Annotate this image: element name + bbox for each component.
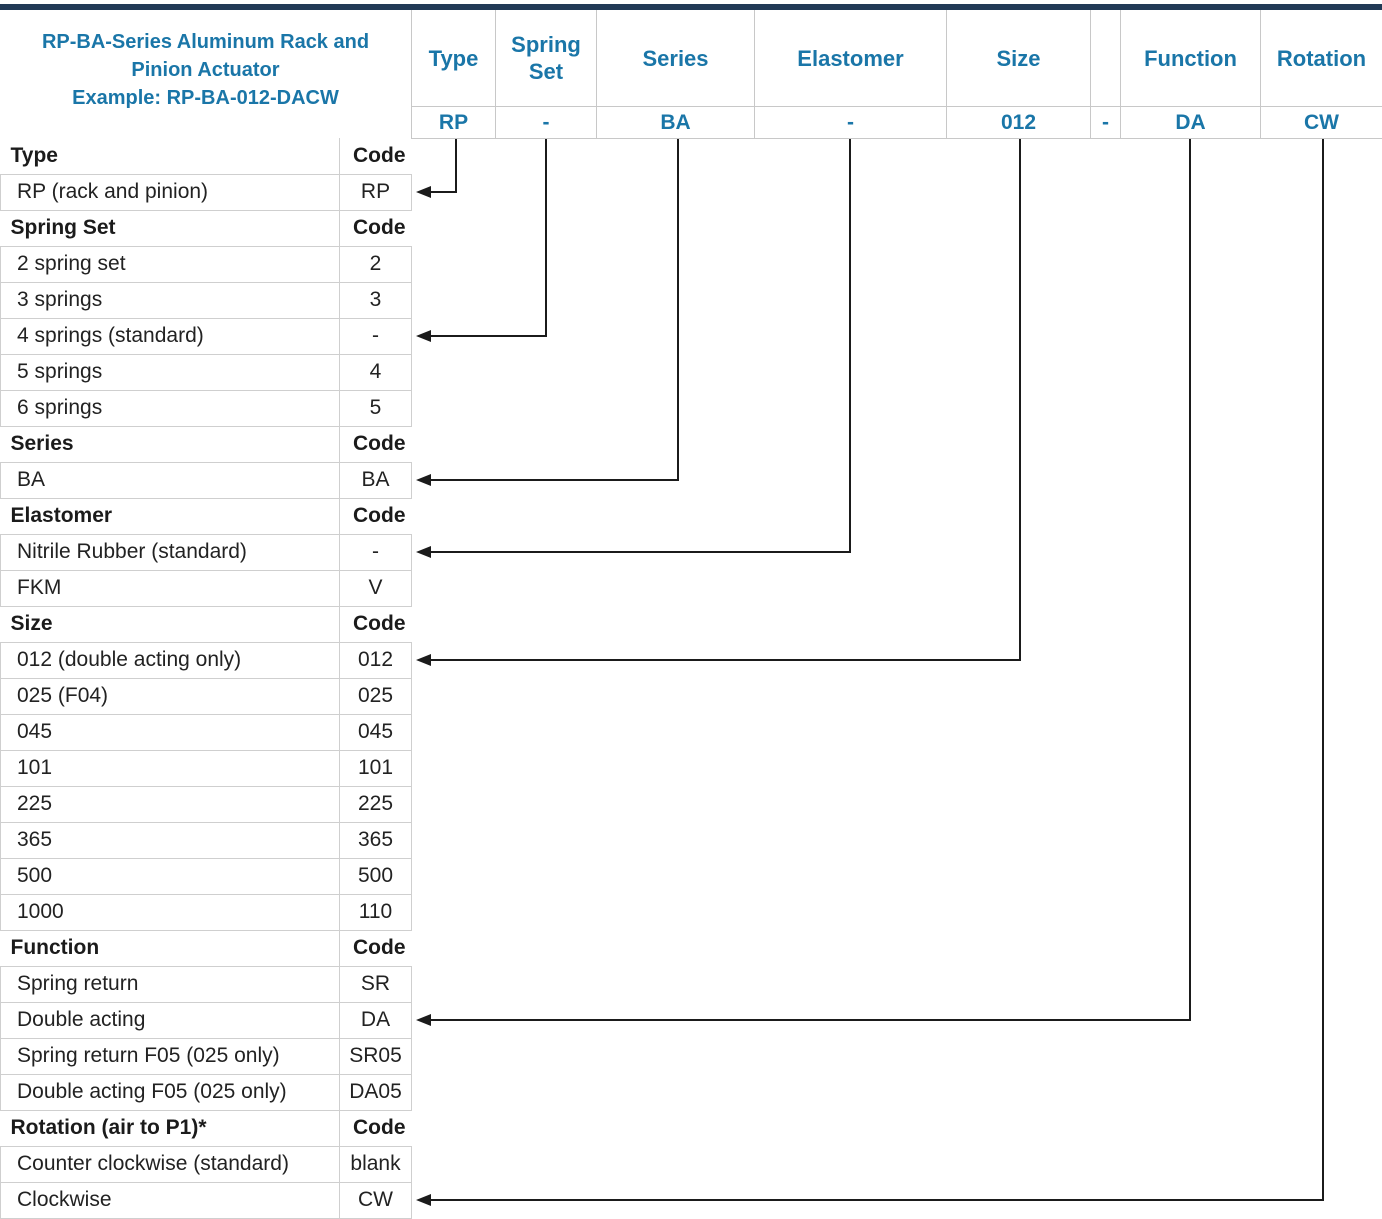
col-header-series: Series xyxy=(642,45,709,71)
arrowhead-icon xyxy=(416,654,431,666)
section-code-heading: Code xyxy=(340,138,412,174)
option-code: 225 xyxy=(340,786,412,822)
col-header-type: Type xyxy=(428,45,479,71)
arrowhead-icon xyxy=(416,546,431,558)
connector-line xyxy=(428,139,546,336)
col-header-rotation: Rotation xyxy=(1276,45,1367,71)
col-code-size: 012 xyxy=(1000,110,1037,134)
title-line-1: RP-BA-Series Aluminum Rack and xyxy=(41,31,370,53)
option-code: - xyxy=(340,318,412,354)
option-code: - xyxy=(340,534,412,570)
col-code-elastomer: - xyxy=(847,110,854,134)
col-header-function: Function xyxy=(1144,45,1237,71)
option-label: 225 xyxy=(1,786,340,822)
option-label: Double acting F05 (025 only) xyxy=(1,1074,340,1110)
option-code: 2 xyxy=(340,246,412,282)
section-label: Type xyxy=(1,138,340,174)
connector-line xyxy=(428,139,850,552)
option-label: Nitrile Rubber (standard) xyxy=(1,534,340,570)
option-code: 4 xyxy=(340,354,412,390)
section-code-heading: Code xyxy=(340,930,412,966)
arrowhead-icon xyxy=(416,186,431,198)
section-code-heading: Code xyxy=(340,498,412,534)
option-code: CW xyxy=(340,1182,412,1218)
option-code: SR xyxy=(340,966,412,1002)
option-code: V xyxy=(340,570,412,606)
section-code-heading: Code xyxy=(340,426,412,462)
option-label: 101 xyxy=(1,750,340,786)
option-label: 045 xyxy=(1,714,340,750)
arrowhead-icon xyxy=(416,474,431,486)
col-code-series: BA xyxy=(660,110,691,134)
section-label: Rotation (air to P1)* xyxy=(1,1110,340,1146)
option-label: 3 springs xyxy=(1,282,340,318)
option-code: 101 xyxy=(340,750,412,786)
col-code-separator: - xyxy=(1102,110,1109,134)
section-code-heading: Code xyxy=(340,606,412,642)
title-line-2: Pinion Actuator xyxy=(131,59,280,81)
option-label: 6 springs xyxy=(1,390,340,426)
section-code-heading: Code xyxy=(340,210,412,246)
option-code: 5 xyxy=(340,390,412,426)
option-code: 365 xyxy=(340,822,412,858)
option-label: RP (rack and pinion) xyxy=(1,174,340,210)
option-code: RP xyxy=(340,174,412,210)
section-label: Spring Set xyxy=(1,210,340,246)
connector-line xyxy=(428,139,1020,660)
option-code: 500 xyxy=(340,858,412,894)
option-label: Counter clockwise (standard) xyxy=(1,1146,340,1182)
option-code: 3 xyxy=(340,282,412,318)
connector-line xyxy=(428,139,678,480)
option-code: DA05 xyxy=(340,1074,412,1110)
option-label: Double acting xyxy=(1,1002,340,1038)
option-code: 012 xyxy=(340,642,412,678)
col-header-elastomer: Elastomer xyxy=(797,45,904,71)
section-label: Function xyxy=(1,930,340,966)
section-label: Series xyxy=(1,426,340,462)
connector-line xyxy=(428,139,1323,1200)
option-label: 4 springs (standard) xyxy=(1,318,340,354)
col-code-rotation: CW xyxy=(1304,110,1339,134)
col-header-size: Size xyxy=(996,45,1041,71)
connector-line xyxy=(428,139,1190,1020)
arrowhead-icon xyxy=(416,1194,431,1206)
col-code-function: DA xyxy=(1175,110,1206,134)
option-label: 365 xyxy=(1,822,340,858)
col-code-spring-set: - xyxy=(542,110,550,134)
option-label: 2 spring set xyxy=(1,246,340,282)
option-code: SR05 xyxy=(340,1038,412,1074)
option-label: FKM xyxy=(1,570,340,606)
option-label: Spring return xyxy=(1,966,340,1002)
option-code: 025 xyxy=(340,678,412,714)
option-label: 5 springs xyxy=(1,354,340,390)
option-code: 110 xyxy=(340,894,412,930)
arrowhead-icon xyxy=(416,330,431,342)
option-label: 012 (double acting only) xyxy=(1,642,340,678)
option-label: 500 xyxy=(1,858,340,894)
option-label: Clockwise xyxy=(1,1182,340,1218)
option-label: BA xyxy=(1,462,340,498)
option-code: 045 xyxy=(340,714,412,750)
option-label: Spring return F05 (025 only) xyxy=(1,1038,340,1074)
section-code-heading: Code xyxy=(340,1110,412,1146)
option-label: 1000 xyxy=(1,894,340,930)
connector-line xyxy=(428,139,456,192)
option-label: 025 (F04) xyxy=(1,678,340,714)
section-label: Size xyxy=(1,606,340,642)
col-code-type: RP xyxy=(438,110,469,134)
option-code: BA xyxy=(340,462,412,498)
col-header-spring-set: Spring Set xyxy=(511,32,581,84)
title-line-3: Example: RP-BA-012-DACW xyxy=(72,87,339,109)
option-code: DA xyxy=(340,1002,412,1038)
option-code: blank xyxy=(340,1146,412,1182)
section-label: Elastomer xyxy=(1,498,340,534)
arrowhead-icon xyxy=(416,1014,431,1026)
